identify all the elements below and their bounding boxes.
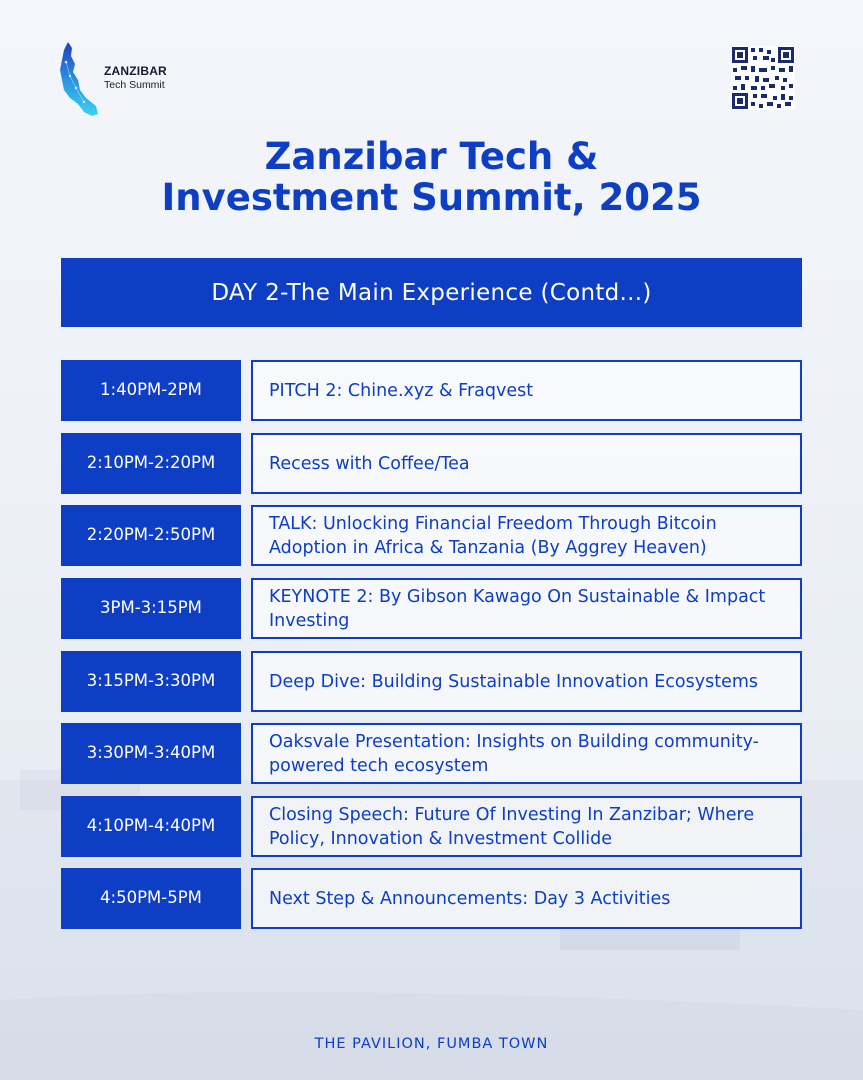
schedule-time: 4:50PM-5PM — [61, 868, 241, 929]
logo-subname: Tech Summit — [104, 79, 165, 91]
schedule-time: 3:30PM-3:40PM — [61, 723, 241, 784]
schedule-time: 2:10PM-2:20PM — [61, 433, 241, 494]
schedule-item-box — [251, 433, 802, 494]
schedule-row — [61, 868, 802, 929]
schedule-row — [61, 723, 802, 784]
logo-name: ZANZIBAR — [104, 64, 167, 78]
zanzibar-island-icon — [58, 42, 102, 118]
schedule-row — [61, 505, 802, 566]
schedule-row — [61, 651, 802, 712]
schedule-title: PITCH 2: Chine.xyz & Fraqvest — [269, 380, 534, 401]
schedule-time: 1:40PM-2PM — [61, 360, 241, 421]
venue-footer: THE PAVILION, FUMBA TOWN — [314, 1036, 549, 1052]
schedule-item-box — [251, 360, 802, 421]
day-banner: DAY 2-The Main Experience (Contd...) — [61, 258, 802, 327]
schedule-item-box — [251, 505, 802, 566]
schedule-title: Oaksvale Presentation: Insights on Building community-powered tech ecosystem — [269, 731, 759, 776]
page-title — [0, 136, 863, 218]
schedule-title: Deep Dive: Building Sustainable Innovation Ecosystems — [269, 671, 759, 692]
schedule-item-box — [251, 578, 802, 639]
schedule-time: 2:20PM-2:50PM — [61, 505, 241, 566]
schedule-row — [61, 796, 802, 857]
summit-logo — [58, 42, 188, 118]
schedule-title: Closing Speech: Future Of Investing In Zanzibar; Where Policy, Innovation & Investment Collide — [269, 804, 755, 849]
schedule-time: 4:10PM-4:40PM — [61, 796, 241, 857]
schedule-title: Recess with Coffee/Tea — [269, 453, 470, 474]
schedule-item-box — [251, 796, 802, 857]
schedule-title: Next Step & Announcements: Day 3 Activities — [269, 888, 671, 909]
schedule-item-box — [251, 651, 802, 712]
schedule-item-box — [251, 868, 802, 929]
page-title-line1: Zanzibar Tech & — [264, 135, 599, 178]
page-title-line2: Investment Summit, 2025 — [161, 176, 702, 219]
schedule-row — [61, 578, 802, 639]
schedule-row — [61, 360, 802, 421]
schedule-time: 3:15PM-3:30PM — [61, 651, 241, 712]
schedule-title: KEYNOTE 2: By Gibson Kawago On Sustainable & Impact Investing — [269, 586, 766, 631]
schedule-row — [61, 433, 802, 494]
schedule-time: 3PM-3:15PM — [61, 578, 241, 639]
schedule-item-box — [251, 723, 802, 784]
qr-code-icon[interactable] — [731, 46, 795, 110]
schedule-title: TALK: Unlocking Financial Freedom Through Bitcoin Adoption in Africa & Tanzania (By Aggrey Heaven) — [269, 513, 717, 558]
